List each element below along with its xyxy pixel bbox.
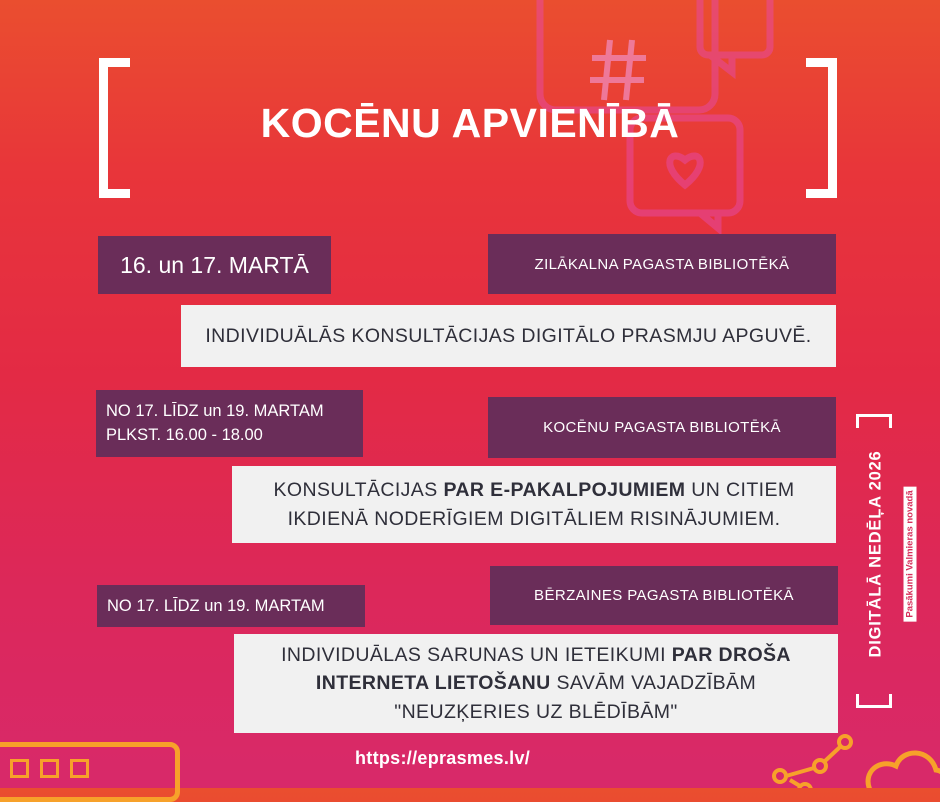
event-3-date-text: NO 17. LĪDZ un 19. MARTAM <box>107 596 325 615</box>
event-2-date <box>96 390 363 457</box>
event-3-description <box>234 634 838 733</box>
event-2-date-line1: NO 17. LĪDZ un 19. MARTAM <box>106 401 324 420</box>
event-3-library <box>490 566 838 625</box>
event-2-desc-part2: UN CITIEM <box>685 479 795 502</box>
side-subtitle: Pasākumi Valmieras novadā <box>904 486 917 621</box>
hashtag-icon <box>590 40 646 100</box>
right-bracket <box>806 58 837 198</box>
network-cloud-decoration <box>750 728 940 788</box>
event-1-library-text: ZILĀKALNA PAGASTA BIBLIOTĒKĀ <box>534 255 790 273</box>
event-1-description-text: INDIVIDUĀLĀS KONSULTĀCIJAS DIGITĀLO PRASMJU APGUVĒ. <box>205 324 812 347</box>
event-3-desc-bold2: INTERNETA LIETOŠANU <box>315 672 551 695</box>
event-2-desc-bold: PAR E-PAKALPOJUMIEM <box>443 479 686 502</box>
event-3-description-line2 <box>316 669 756 697</box>
event-1-date-text: 16. un 17. MARTĀ <box>120 251 309 278</box>
event-3-desc-part1: INDIVIDUĀLAS SARUNAS UN IETEIKUMI <box>281 644 672 667</box>
square-icon <box>10 759 29 778</box>
event-2-description-line2: IKDIENĀ NODERĪGIEM DIGITĀLIEM RISINĀJUMIEM. <box>287 507 781 530</box>
event-3-description-line1 <box>281 641 791 669</box>
event-3-library-text: BĒRZAINES PAGASTA BIBLIOTĒKĀ <box>534 587 794 604</box>
left-bracket <box>99 58 130 198</box>
event-3-description-line3: "NEUZĶERIES UZ BLĒDĪBĀM" <box>394 700 678 723</box>
event-2-date-line2: PLKST. 16.00 - 18.00 <box>106 425 263 444</box>
side-bracket-bottom <box>856 694 892 708</box>
event-2-desc-part1: KONSULTĀCIJAS <box>273 479 444 502</box>
chat-bubble-icon <box>540 0 770 110</box>
event-3-date <box>97 585 365 627</box>
side-bracket-top <box>856 414 892 428</box>
event-1-date <box>98 236 331 294</box>
square-icon <box>40 759 59 778</box>
event-2-description-line1 <box>273 476 794 504</box>
network-icon <box>774 736 851 788</box>
event-3-desc-bold1: PAR DROŠA <box>671 644 791 667</box>
event-2-description <box>232 466 836 543</box>
side-title: DIGITĀLĀ NEDĒĻA 2026 <box>866 450 885 658</box>
cloud-icon <box>868 753 940 788</box>
event-2-library <box>488 397 836 458</box>
event-2-library-text: KOCĒNU PAGASTA BIBLIOTĒKĀ <box>543 419 781 436</box>
website-link[interactable]: https://eprasmes.lv/ <box>355 748 531 768</box>
event-1-description <box>181 305 836 367</box>
square-icon <box>70 759 89 778</box>
event-3-desc-part2: SAVĀM VAJADZĪBĀM <box>550 672 757 695</box>
page-title: KOCĒNU APVIENĪBĀ <box>260 100 680 146</box>
event-1-library <box>488 234 836 294</box>
